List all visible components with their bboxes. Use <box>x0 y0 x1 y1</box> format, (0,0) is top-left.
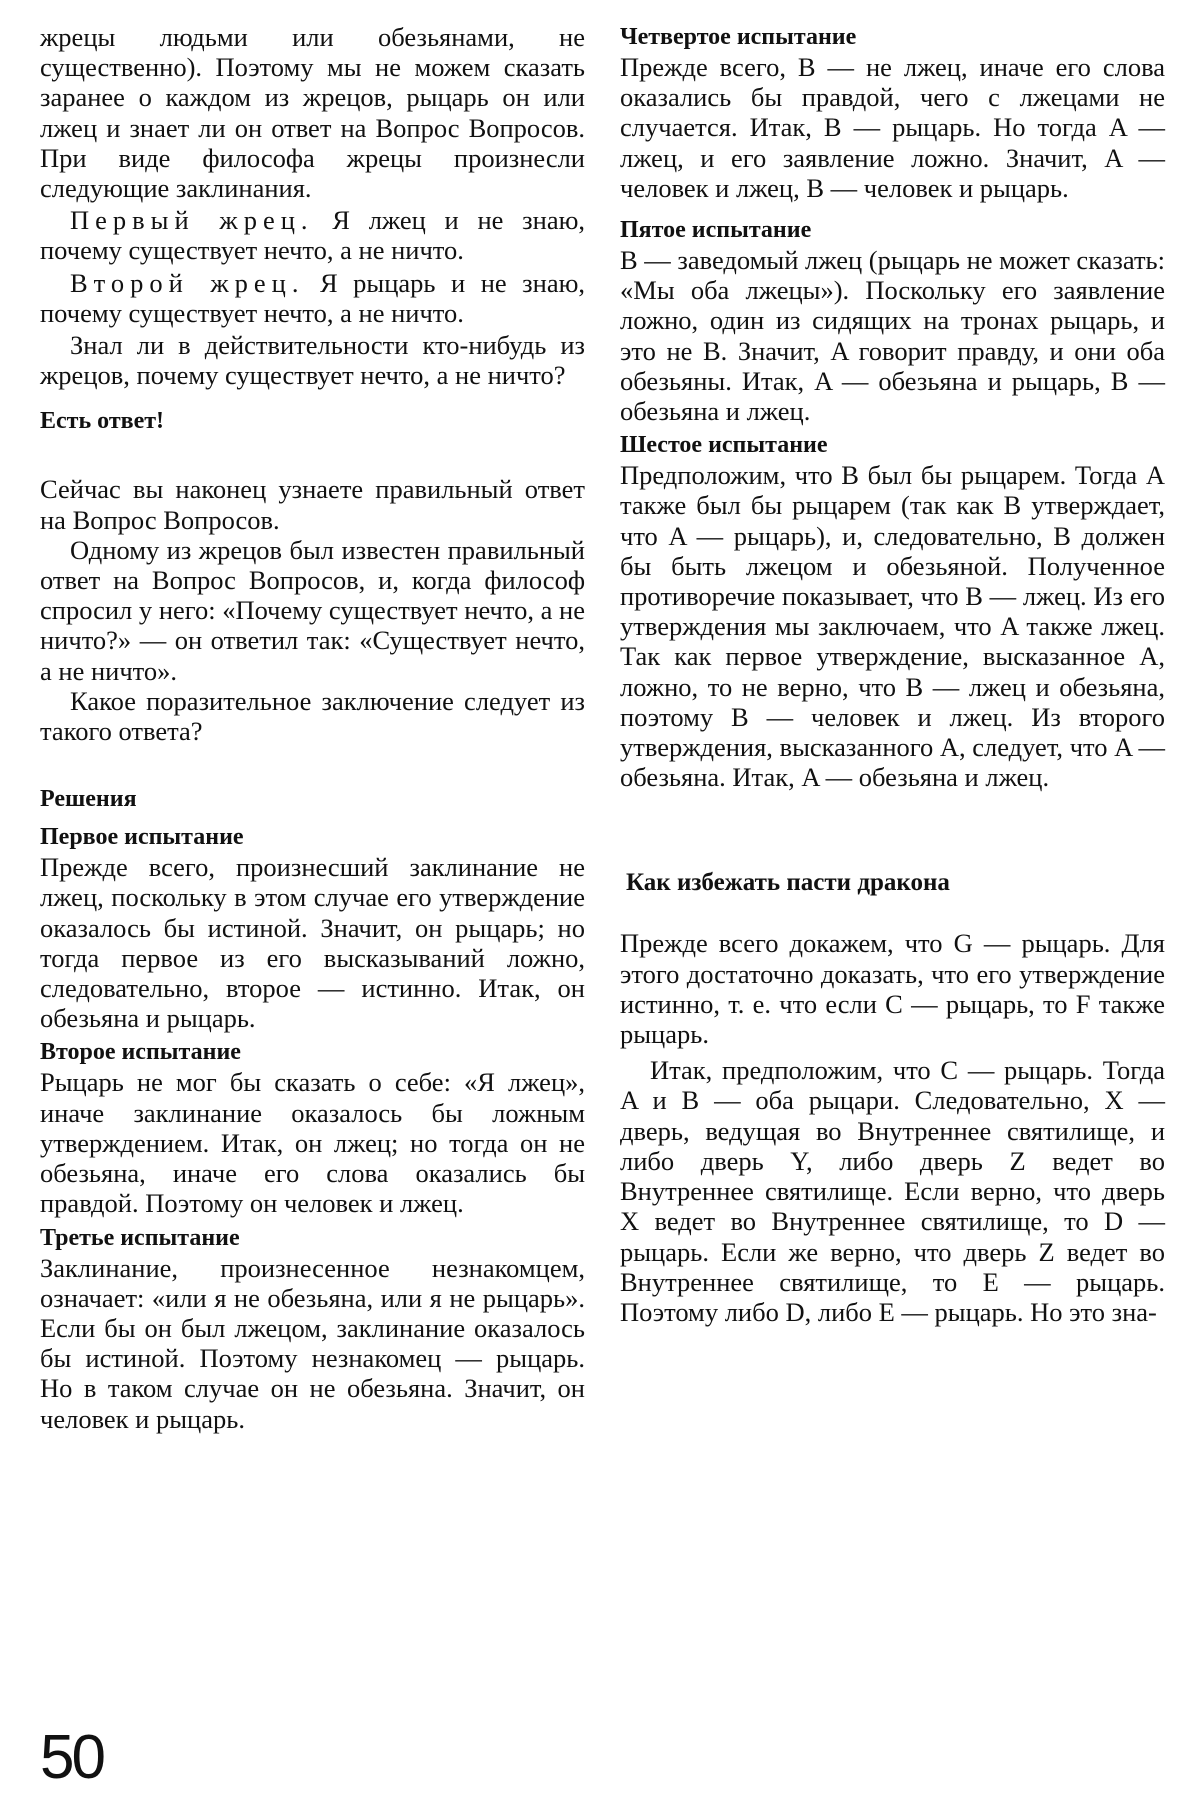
dragon-paragraph-1: Прежде всего докажем, что G — рыцарь. Для этого достаточно доказать, что его утверждение истинно, т. е. что если C — рыцарь, то F также рыцарь. <box>620 928 1165 1050</box>
test1-text: Прежде всего, произнесший заклинание не лжец, поскольку в этом случае его утверждение оказалось бы истиной. Значит, он рыцарь; но тогда первое из его высказываний ложно, следовательно, второе — истинно. Итак, он обезьяна и рыцарь. <box>40 852 585 1034</box>
test5-heading: Пятое испытание <box>620 217 812 244</box>
priest2-text: Я рыцарь и не знаю, почему существует нечто, а не ничто. <box>40 267 586 328</box>
test6-heading: Шестое испытание <box>620 432 828 459</box>
test3-heading: Третье испытание <box>40 1224 240 1251</box>
page-number: 50 <box>40 1723 103 1792</box>
test4-text: Прежде всего, B — не лжец, иначе его слова оказались бы правдой, чего с лжецами не случается. Итак, B — рыцарь. Но тогда A — лжец, и его заявление ложно. Значит, A — человек и лжец, B — человек и рыцарь. <box>620 52 1165 203</box>
priest2-label: Второй жрец. <box>70 267 305 298</box>
test3-text: Заклинание, произнесенное незнакомцем, означает: «или я не обезьяна, или я не рыцарь». Если бы он был лжецом, заклинание оказалось бы истиной. Поэтому незнакомец — рыцарь. Но в таком случае он не обезьяна. Значит, он человек и рыцарь. <box>40 1252 585 1434</box>
priest1-line <box>40 205 585 265</box>
answer-paragraph-3: Какое поразительное заключение следует из такого ответа? <box>40 685 585 747</box>
answer-paragraph-2: Одному из жрецов был известен правильный ответ на Вопрос Вопросов, и, когда философ спросил у него: «Почему существует нечто, а не ничто?» — он ответил так: «Существует нечто, а не ничто». <box>40 534 585 686</box>
left-column <box>40 22 585 1434</box>
dragon-heading: Как избежать пасти дракона <box>626 869 950 897</box>
test2-text: Рыцарь не мог бы сказать о себе: «Я лжец», иначе заклинание оказалось бы ложным утверждением. Итак, он лжец; но тогда он не обезьяна, иначе его слова оказались бы правдой. Поэтому он человек и лжец. <box>40 1067 585 1219</box>
test5-text: B — заведомый лжец (рыцарь не может сказать: «Мы оба лжецы»). Поскольку его заявление ложно, один из сидящих на тронах рыцарь, и это не B. Значит, A говорит правду, и они оба обезьяны. Итак, A — обезьяна и рыцарь, B — обезьяна и лжец. <box>620 245 1165 427</box>
test1-heading: Первое испытание <box>40 824 244 851</box>
intro-paragraph: жрецы людьми или обезьянами, не существенно). Поэтому мы не можем сказать заранее о каждом из жрецов, рыцарь он или лжец и знает ли он ответ на Вопрос Вопросов. При виде философа жрецы произнесли следующие заклинания. <box>40 22 585 204</box>
dragon-paragraph-2: Итак, предположим, что C — рыцарь. Тогда A и B — оба рыцари. Следовательно, X — дверь, ведущая во Внутреннее святилище, и либо дверь Y, либо дверь Z ведет во Внутреннее святилище. Если верно, что дверь X ведет во Внутреннее святилище, то D — рыцарь. Если же верно, что дверь Z ведет во Внутреннее святилище, то E — рыцарь. Поэтому либо D, либо E — рыцарь. Но это зна- <box>620 1055 1165 1327</box>
priest1-text: Я лжец и не знаю, почему существует нечто, а не ничто. <box>40 205 586 266</box>
answer-heading: Есть ответ! <box>40 408 165 435</box>
question-paragraph: Знал ли в действительности кто-нибудь из жрецов, почему существует нечто, а не ничто? <box>40 330 585 391</box>
test6-text: Предположим, что B был бы рыцарем. Тогда A также был бы рыцарем (так как B утверждает, что A — рыцарь), и, следовательно, B должен бы быть лжецом и обезьяной. Полученное противоречие показывает, что B — лжец. Из его утверждения мы заключаем, что A также лжец. Так как первое утверждение, высказанное A, ложно, то не верно, что B — лжец и обезьяна, поэтому B — человек и лжец. Из второго утверждения, высказанного A, следует, что A — обезьяна. Итак, A — обезьяна и лжец. <box>620 460 1165 793</box>
right-column <box>620 22 1165 1327</box>
test2-heading: Второе испытание <box>40 1039 241 1066</box>
answer-paragraph-1: Сейчас вы наконец узнаете правильный ответ на Вопрос Вопросов. <box>40 474 585 535</box>
priest2-line <box>40 268 585 328</box>
test4-heading: Четвертое испытание <box>620 24 857 50</box>
priest1-label: Первый жрец. <box>70 205 314 236</box>
solutions-heading: Решения <box>40 786 137 813</box>
